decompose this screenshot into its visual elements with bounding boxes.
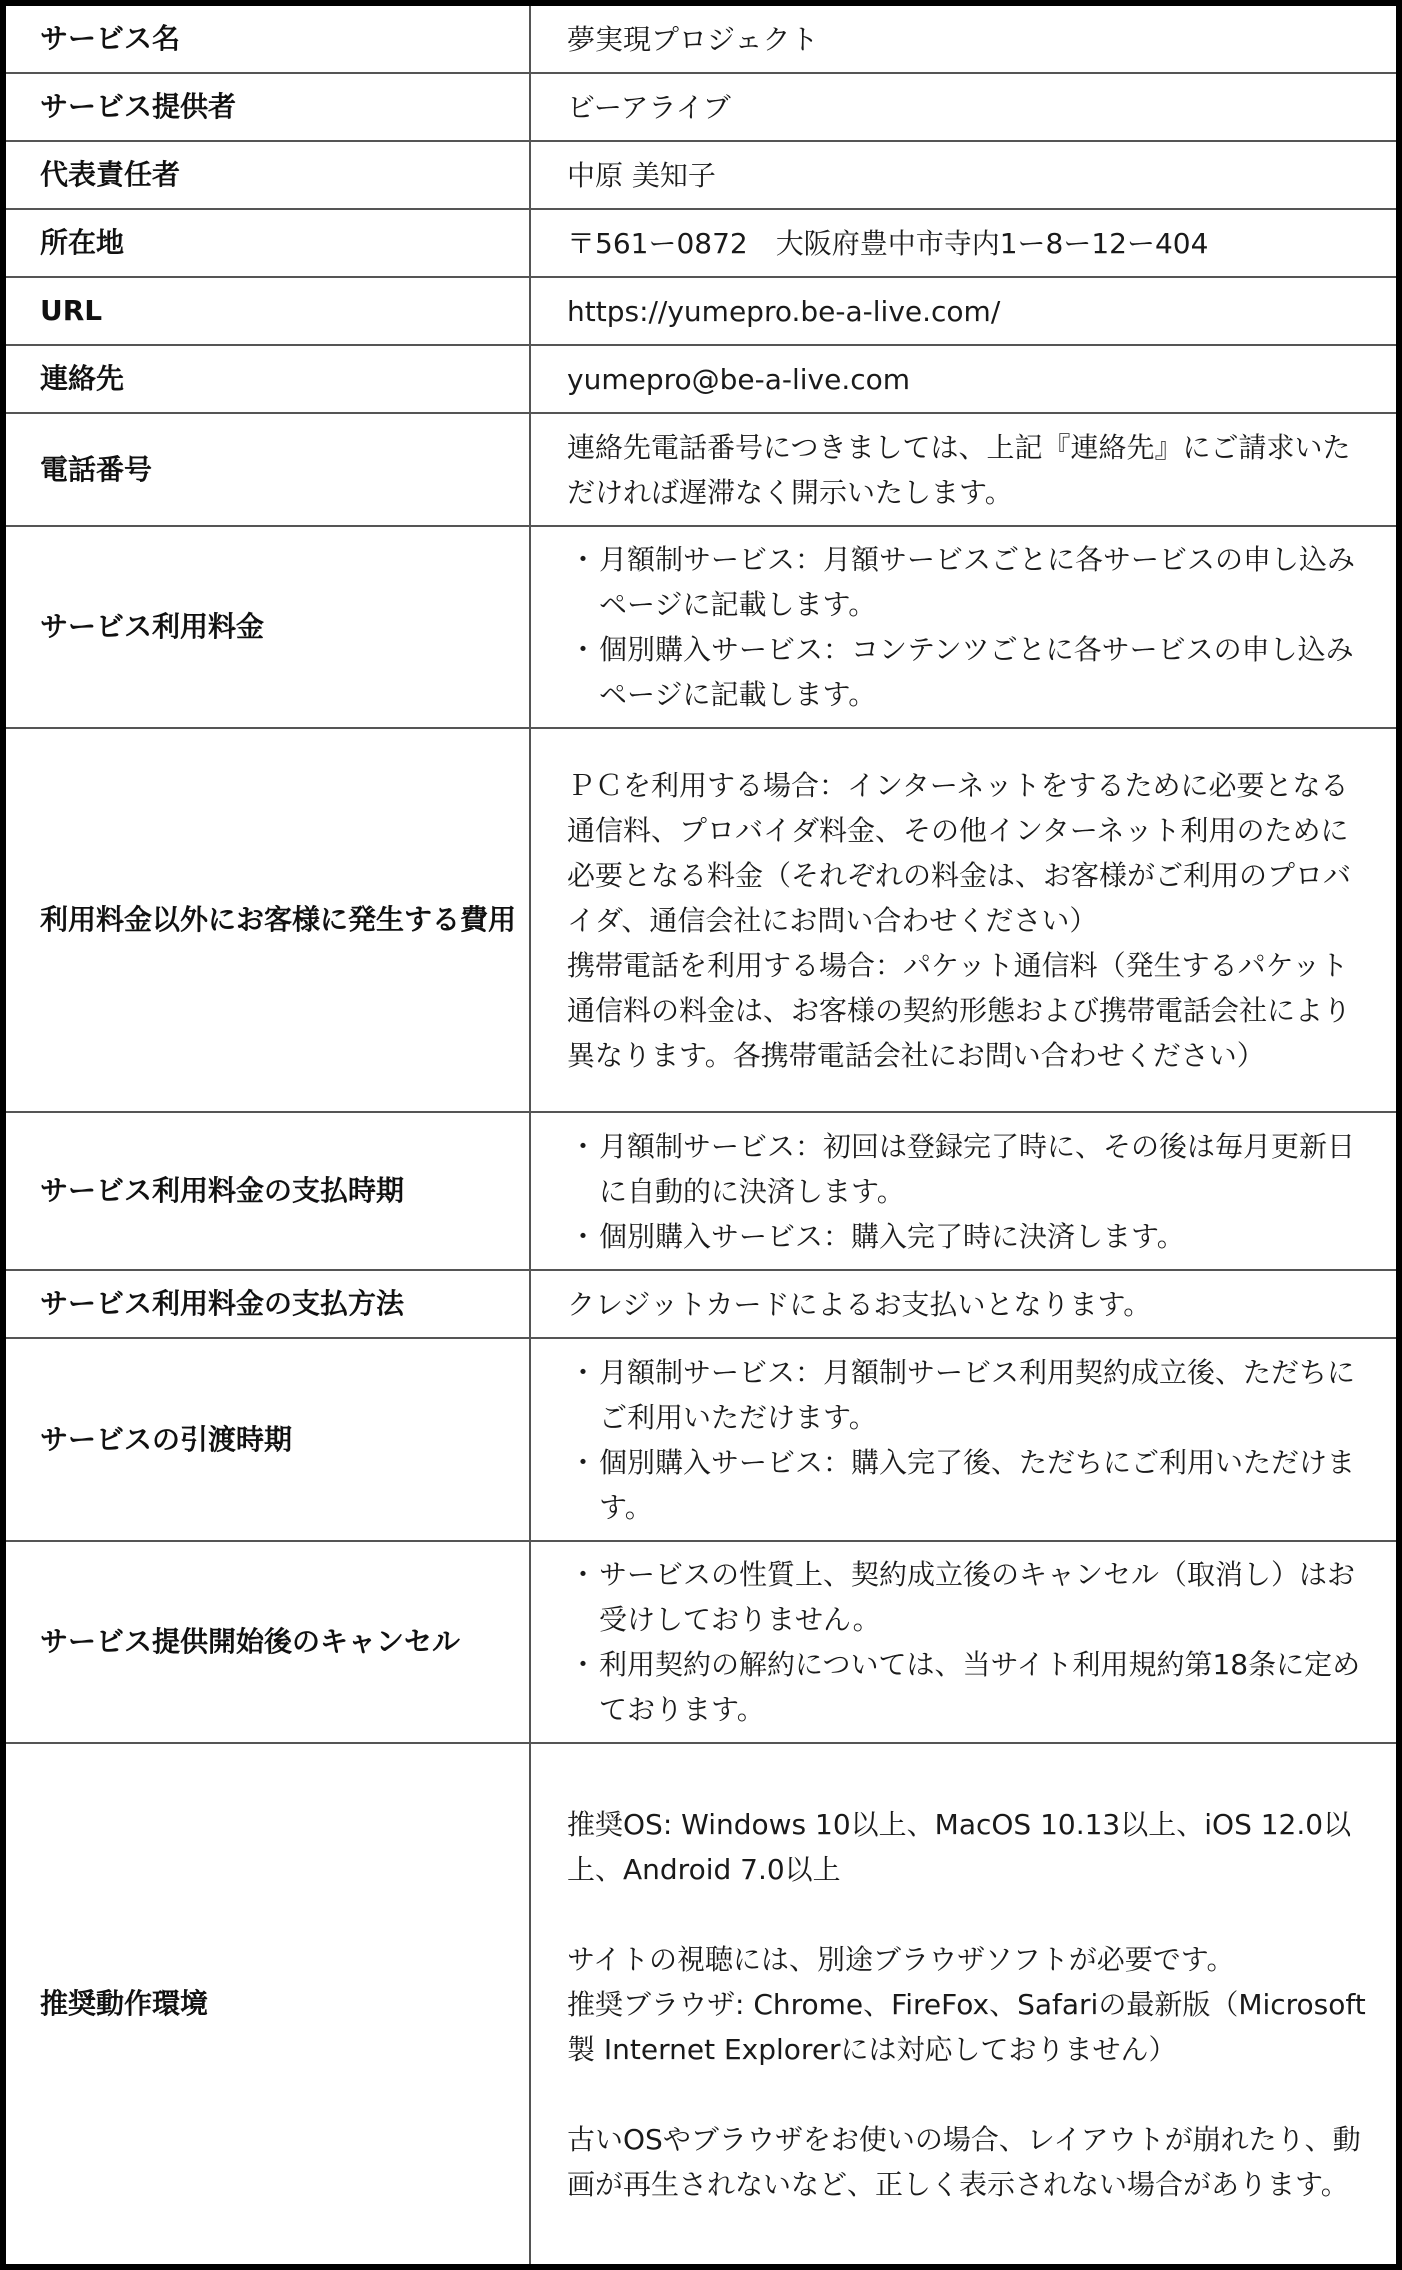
paragraph: ＰＣを利用する場合：インターネットをするために必要となる通信料、プロバイダ料金、その他インターネット利用のために必要となる料金（それぞれの料金は、お客様がご利用のプロバイダ、通信会社にお問い合わせください） (567, 768, 1352, 937)
bullet-mark: ・ (569, 1445, 598, 1479)
row-label-address: 所在地 (6, 209, 530, 277)
row-label-service-name: サービス名 (6, 6, 530, 73)
bullet-list (567, 1350, 1372, 1530)
table-row (6, 1338, 1396, 1541)
list-item (567, 1350, 1372, 1440)
table-row (6, 6, 1396, 73)
row-value-url[interactable]: https://yumepro.be-a-live.com/ (530, 277, 1396, 345)
paragraph: サイトの視聴には、別途ブラウザソフトが必要です。 (567, 1942, 1235, 1976)
list-item-text: 月額制サービス：初回は登録完了時に、その後は毎月更新日に自動的に決済します。 (599, 1129, 1356, 1208)
bullet-mark: ・ (569, 1219, 598, 1253)
list-item (567, 627, 1372, 717)
list-item (567, 1124, 1372, 1214)
row-value-phone: 連絡先電話番号につきましては、上記『連絡先』にご請求いただければ遅滞なく開示いたします。 (530, 413, 1396, 526)
row-label-service-fee: サービス利用料金 (6, 526, 530, 728)
bullet-mark: ・ (569, 1129, 598, 1163)
table-row (6, 209, 1396, 277)
paragraph: 古いOSやブラウザをお使いの場合、レイアウトが崩れたり、動画が再生されないなど、正しく表示されない場合があります。 (567, 2122, 1361, 2201)
row-label-additional-costs: 利用料金以外にお客様に発生する費用 (6, 728, 530, 1112)
paragraph: 携帯電話を利用する場合：パケット通信料（発生するパケット通信料の料金は、お客様の契約形態および携帯電話会社により異なります。各携帯電話会社にお問い合わせください） (567, 948, 1352, 1072)
list-item (567, 1642, 1372, 1732)
row-label-contact: 連絡先 (6, 345, 530, 413)
bullet-mark: ・ (569, 1648, 598, 1681)
row-value-environment (530, 1743, 1396, 2264)
row-value-contact[interactable]: yumepro@be-a-live.com (530, 345, 1396, 413)
list-item-text: 月額制サービス：月額サービスごとに各サービスの申し込みページに記載します。 (599, 543, 1356, 621)
list-item-text: サービスの性質上、契約成立後のキャンセル（取消し）はお受けしておりません。 (599, 1558, 1356, 1636)
row-value-representative: 中原 美知子 (530, 141, 1396, 209)
bullet-mark: ・ (569, 1355, 598, 1389)
paragraph: 推奨ブラウザ: Chrome、FireFox、Safariの最新版（Microsoft製 Internet Explorerには対応しておりません） (567, 1987, 1366, 2066)
row-label-payment-timing: サービス利用料金の支払時期 (6, 1112, 530, 1270)
table-row (6, 141, 1396, 209)
list-item-text: 個別購入サービス：コンテンツごとに各サービスの申し込みページに記載します。 (599, 633, 1354, 711)
row-label-service-provider: サービス提供者 (6, 73, 530, 141)
table-row (6, 1743, 1396, 2264)
business-info-table (6, 6, 1396, 2264)
row-value-cancellation (530, 1541, 1396, 1743)
row-label-representative: 代表責任者 (6, 141, 530, 209)
table-row (6, 728, 1396, 1112)
list-item (567, 1552, 1372, 1642)
table-row (6, 526, 1396, 728)
row-value-service-provider: ビーアライブ (530, 73, 1396, 141)
table-row (6, 1270, 1396, 1338)
row-value-address: 〒561ー0872 大阪府豊中市寺内1ー8ー12ー404 (530, 209, 1396, 277)
paragraph-spacer (567, 2072, 1372, 2117)
list-item-text: 個別購入サービス：購入完了後、ただちにご利用いただけます。 (599, 1445, 1356, 1524)
row-label-phone: 電話番号 (6, 413, 530, 526)
row-label-cancellation: サービス提供開始後のキャンセル (6, 1541, 530, 1743)
list-item (567, 1440, 1372, 1530)
list-item (567, 537, 1372, 627)
bullet-mark: ・ (569, 1558, 598, 1591)
table-row (6, 1541, 1396, 1743)
paragraph-spacer (567, 1892, 1372, 1937)
table-row (6, 277, 1396, 345)
row-value-additional-costs (530, 728, 1396, 1112)
bullet-list (567, 537, 1372, 717)
table-row (6, 73, 1396, 141)
list-item-text: 利用契約の解約については、当サイト利用規約第18条に定めております。 (599, 1648, 1361, 1726)
row-label-environment: 推奨動作環境 (6, 1743, 530, 2264)
table-row (6, 345, 1396, 413)
row-value-service-name: 夢実現プロジェクト (530, 6, 1396, 73)
row-label-payment-method: サービス利用料金の支払方法 (6, 1270, 530, 1338)
bullet-mark: ・ (569, 543, 598, 576)
list-item (567, 1214, 1372, 1259)
row-value-delivery-timing (530, 1338, 1396, 1541)
bullet-mark: ・ (569, 633, 598, 666)
bullet-list (567, 1124, 1372, 1259)
table-row (6, 1112, 1396, 1270)
row-value-payment-method: クレジットカードによるお支払いとなります。 (530, 1270, 1396, 1338)
row-label-url: URL (6, 277, 530, 345)
table-row (6, 413, 1396, 526)
row-value-payment-timing (530, 1112, 1396, 1270)
row-value-service-fee (530, 526, 1396, 728)
list-item-text: 個別購入サービス：購入完了時に決済します。 (599, 1219, 1185, 1253)
list-item-text: 月額制サービス：月額制サービス利用契約成立後、ただちにご利用いただけます。 (599, 1355, 1356, 1434)
paragraph: 推奨OS: Windows 10以上、MacOS 10.13以上、iOS 12.0以上、Android 7.0以上 (567, 1807, 1352, 1886)
row-label-delivery-timing: サービスの引渡時期 (6, 1338, 530, 1541)
bullet-list (567, 1552, 1372, 1732)
